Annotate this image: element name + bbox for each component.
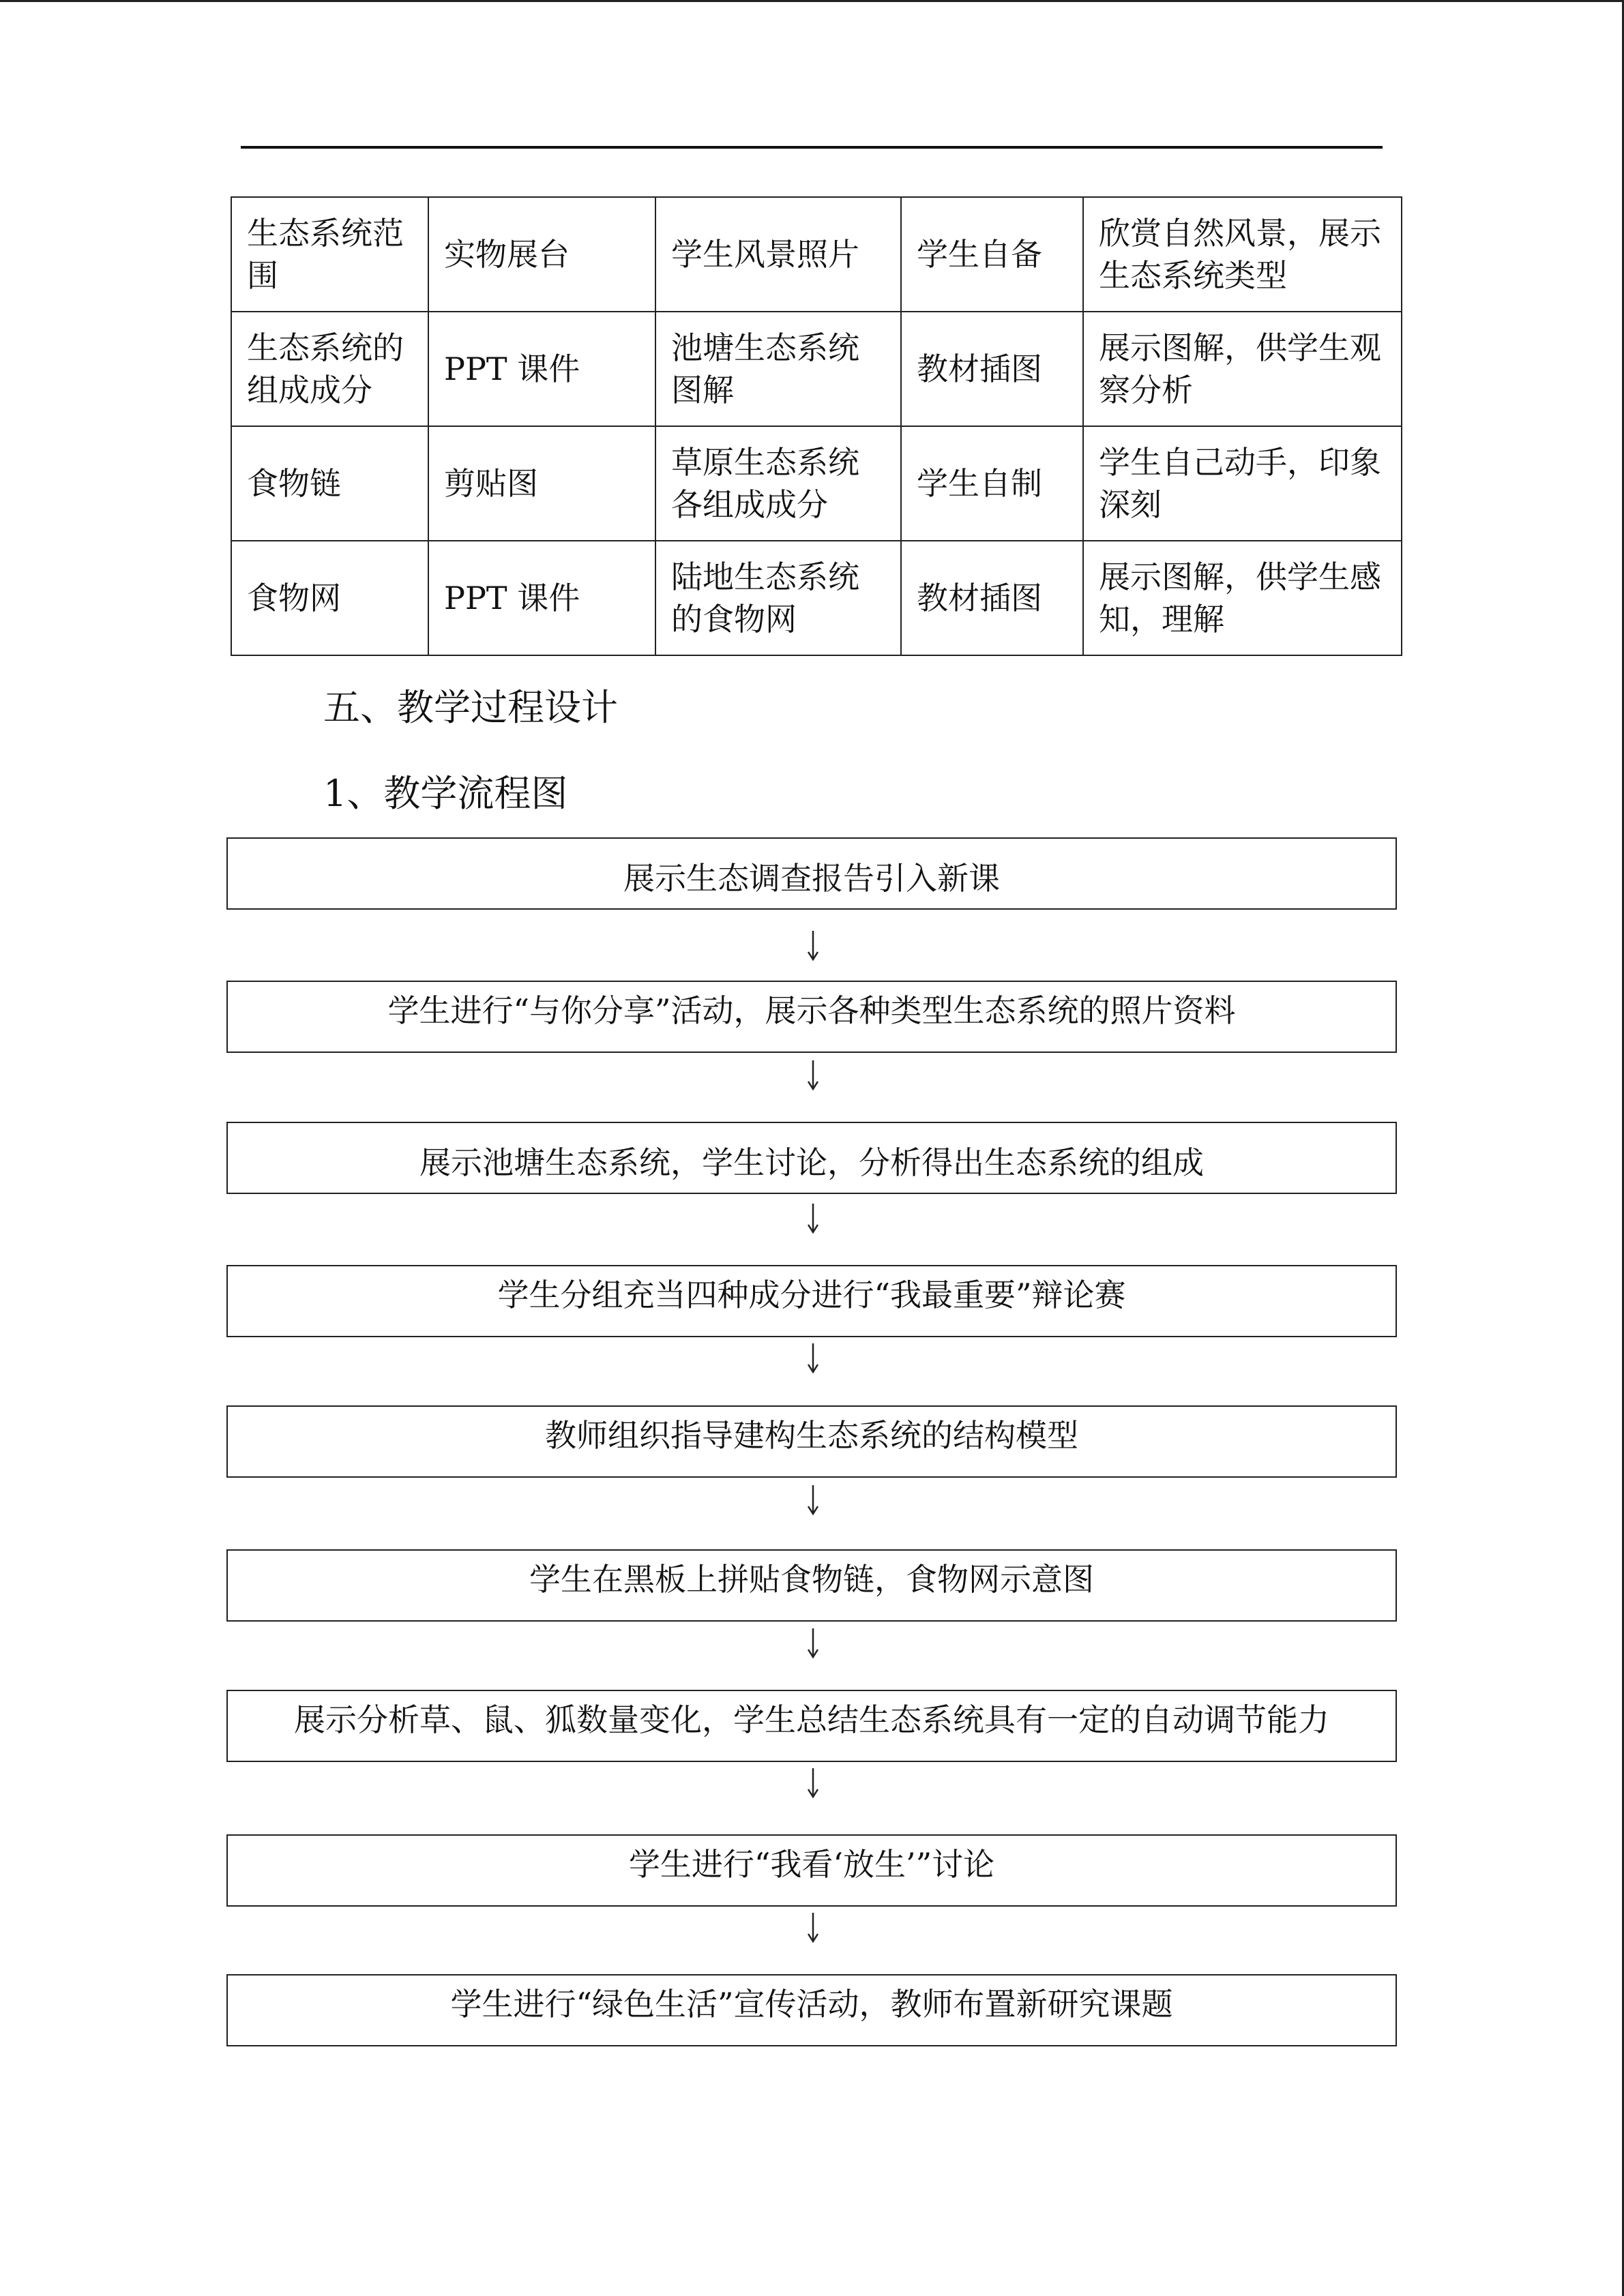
table-cell: 陆地生态系统的食物网 <box>655 541 901 655</box>
down-arrow-icon <box>805 1913 821 1944</box>
table-cell: 展示图解，供学生感知，理解 <box>1083 541 1402 655</box>
section-heading: 五、教学过程设计 <box>323 686 618 729</box>
table-cell: 展示图解，供学生观察分析 <box>1083 312 1402 426</box>
flow-step <box>226 1834 1397 1907</box>
table-cell: 教材插图 <box>901 312 1083 426</box>
table-cell: 草原生态系统各组成成分 <box>655 426 901 541</box>
table-cell: 池塘生态系统图解 <box>655 312 901 426</box>
flow-step-text: 学生分组充当四种成分进行“我最重要”辩论赛 <box>497 1277 1126 1313</box>
table-row <box>231 197 1402 312</box>
table-cell: 学生自己动手，印象深刻 <box>1083 426 1402 541</box>
table-cell: 食物网 <box>231 541 428 655</box>
page-border-top <box>0 0 1624 2</box>
flow-step-text: 学生进行“我看‘放生’”讨论 <box>628 1846 995 1883</box>
flow-step-text: 教师组织指导建构生态系统的结构模型 <box>545 1417 1078 1454</box>
table-cell: 学生自制 <box>901 426 1083 541</box>
table-cell: 生态系统的组成成分 <box>231 312 428 426</box>
down-arrow-icon <box>805 1485 821 1517</box>
down-arrow-icon <box>805 1343 821 1375</box>
table-cell: 剪贴图 <box>428 426 655 541</box>
flow-step <box>226 1405 1397 1478</box>
table-cell: 实物展台 <box>428 197 655 312</box>
down-arrow-icon <box>805 1060 821 1092</box>
table-cell: 教材插图 <box>901 541 1083 655</box>
table-row <box>231 426 1402 541</box>
flow-step-text: 学生进行“绿色生活”宣传活动，教师布置新研究课题 <box>450 1986 1173 2023</box>
down-arrow-icon <box>805 1628 821 1660</box>
flow-step <box>226 1549 1397 1622</box>
table-row <box>231 312 1402 426</box>
flow-step <box>226 981 1397 1053</box>
table-cell: 食物链 <box>231 426 428 541</box>
down-arrow-icon <box>805 1768 821 1800</box>
flow-step-text: 学生在黑板上拼贴食物链，食物网示意图 <box>529 1561 1094 1598</box>
down-arrow-icon <box>805 1204 821 1235</box>
flow-step <box>226 1690 1397 1762</box>
flow-step <box>226 1974 1397 2046</box>
flow-step-text: 学生进行“与你分享”活动，展示各种类型生态系统的照片资料 <box>387 992 1236 1029</box>
table-cell: PPT 课件 <box>428 312 655 426</box>
table-cell: 学生自备 <box>901 197 1083 312</box>
table-row <box>231 541 1402 655</box>
header-rule <box>241 146 1383 149</box>
table-cell: 生态系统范围 <box>231 197 428 312</box>
flow-step-text: 展示分析草、鼠、狐数量变化，学生总结生态系统具有一定的自动调节能力 <box>294 1701 1329 1738</box>
flow-step <box>226 1122 1397 1194</box>
flow-step-text: 展示生态调查报告引入新课 <box>623 860 1000 897</box>
table-cell: 欣赏自然风景，展示生态系统类型 <box>1083 197 1402 312</box>
table-cell: PPT 课件 <box>428 541 655 655</box>
teaching-resources-table <box>231 196 1402 656</box>
flow-step <box>226 837 1397 910</box>
subsection-heading: 1、教学流程图 <box>323 772 568 815</box>
flow-step-text: 展示池塘生态系统，学生讨论，分析得出生态系统的组成 <box>419 1144 1204 1181</box>
table-cell: 学生风景照片 <box>655 197 901 312</box>
down-arrow-icon <box>805 931 821 962</box>
flow-step <box>226 1265 1397 1337</box>
